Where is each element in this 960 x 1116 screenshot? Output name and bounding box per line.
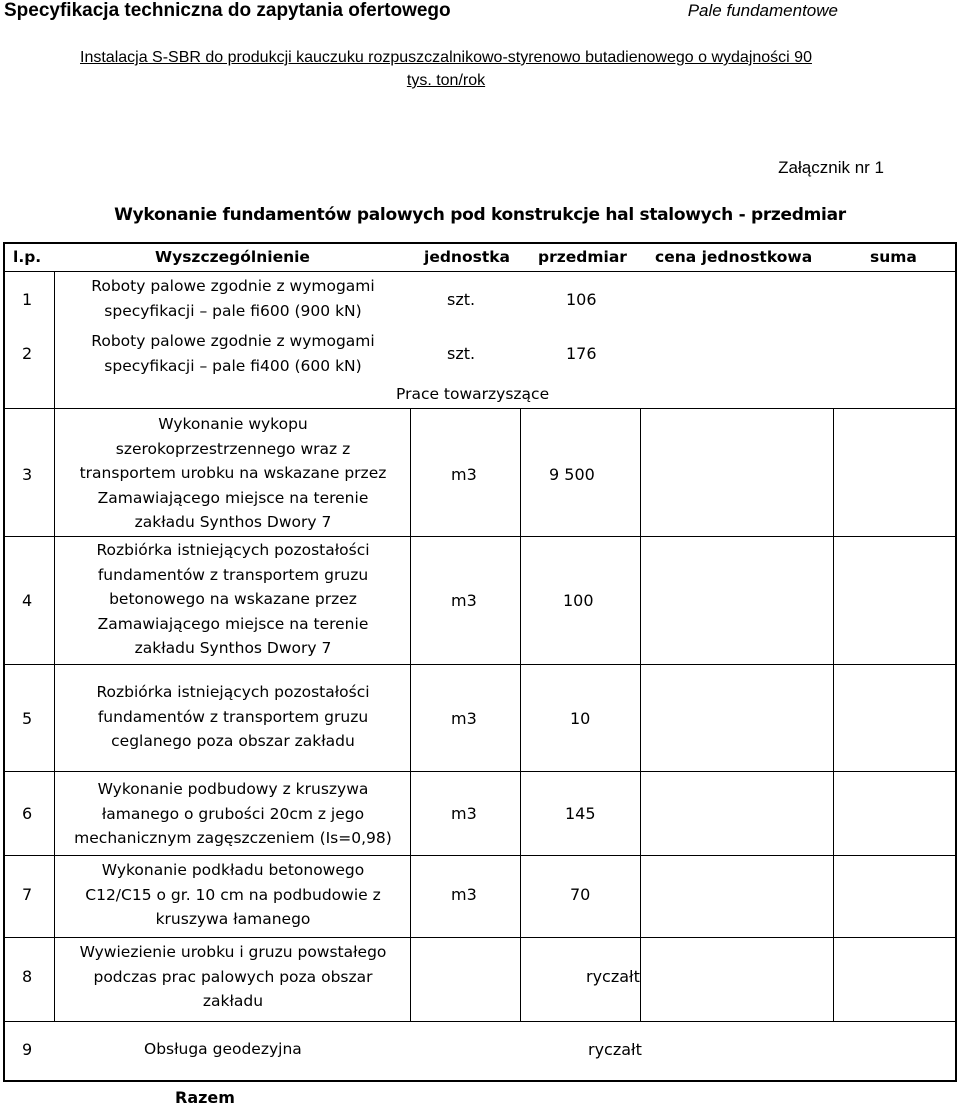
document-subtitle: Pale fundamentowe [687, 1, 838, 20]
row-quantity: 145 [565, 804, 596, 823]
col-rule-qty [640, 408, 641, 1021]
row-rule-4 [3, 536, 957, 537]
installation-description [6, 46, 886, 92]
description-line: transportem urobku na wskazane przez [79, 464, 387, 482]
row-number: 5 [22, 709, 33, 728]
row-description [56, 858, 410, 932]
row-quantity: 106 [566, 290, 597, 309]
installation-line-2: tys. ton/rok [406, 72, 486, 89]
row-number: 2 [22, 344, 33, 363]
col-header-description: Wyszczególnienie [155, 248, 310, 266]
row-description: Obsługa geodezyjna [144, 1040, 302, 1058]
description-line: Wywiezienie urobku i gruzu powstałego [79, 943, 387, 961]
row-quantity: 100 [563, 591, 594, 610]
description-line: fundamentów z transportem gruzu [97, 565, 369, 584]
row-rule-5 [3, 664, 957, 665]
row-description [56, 680, 410, 754]
row-unit: szt. [447, 290, 476, 309]
description-line: zakładu Synthos Dwory 7 [134, 639, 332, 657]
row-number: 7 [22, 885, 33, 904]
annex-label: Załącznik nr 1 [778, 158, 884, 177]
row-description [56, 274, 410, 323]
description-line: C12/C15 o gr. 10 cm na podbudowie z [85, 885, 381, 904]
description-line: Rozbiórka istniejących pozostałości [96, 683, 370, 701]
row-quantity: 9 500 [549, 465, 595, 484]
row-description [56, 538, 410, 661]
row-unit: m3 [451, 804, 477, 823]
description-line: Roboty palowe zgodnie z wymogami [91, 277, 375, 295]
description-line: łamanego o grubości 20cm z jego [101, 804, 365, 823]
description-line: specyfikacji – pale fi400 (600 kN) [104, 356, 362, 375]
description-line: zakładu Synthos Dwory 7 [134, 513, 332, 531]
row-number: 6 [22, 804, 33, 823]
row-unit: m3 [451, 709, 477, 728]
row-description [56, 329, 410, 378]
description-line: Zamawiającego miejsce na terenie [97, 614, 369, 633]
col-rule-lp [54, 271, 55, 1021]
row-unit: szt. [447, 344, 476, 363]
row-quantity: 176 [566, 344, 597, 363]
row-description [56, 940, 410, 1014]
row-unit: m3 [451, 885, 477, 904]
row-number: 1 [22, 290, 33, 309]
description-line: specyfikacji – pale fi600 (900 kN) [104, 301, 362, 320]
row-unit: m3 [451, 591, 477, 610]
table-header-rule [3, 271, 957, 272]
row-rule-9 [3, 1021, 957, 1022]
total-label: Razem [175, 1088, 235, 1107]
row-number: 9 [22, 1040, 33, 1059]
description-line: Roboty palowe zgodnie z wymogami [91, 332, 375, 350]
row-quantity: 70 [570, 885, 591, 904]
description-line: Zamawiającego miejsce na terenie [97, 488, 369, 507]
description-line: Wykonanie wykopu [158, 415, 308, 433]
row-quantity: ryczałt [586, 967, 640, 986]
col-header-lp: l.p. [13, 248, 42, 266]
row-rule-6 [3, 771, 957, 772]
section-label: Prace towarzyszące [396, 385, 550, 403]
col-rule-desc [410, 408, 411, 1021]
description-line: betonowego na wskazane przez [109, 590, 357, 608]
row-rule-8 [3, 937, 957, 938]
row-description [56, 412, 410, 535]
row-quantity: 10 [570, 709, 591, 728]
row-unit: m3 [451, 465, 477, 484]
description-line: Rozbiórka istniejących pozostałości [96, 541, 370, 559]
col-rule-price [833, 408, 834, 1021]
description-line: podczas prac palowych poza obszar [93, 967, 373, 986]
description-line: kruszywa łamanego [155, 910, 311, 928]
description-line: Wykonanie podbudowy z kruszywa [97, 780, 369, 798]
installation-line-1: Instalacja S-SBR do produkcji kauczuku rozpuszczalnikowo-styrenowo butadienowego o wydajności 90 [80, 49, 812, 66]
description-line: szerokoprzestrzennego wraz z [115, 439, 351, 458]
description-line: Wykonanie podkładu betonowego [101, 861, 365, 879]
col-header-unit-price: cena jednostkowa [655, 248, 813, 266]
row-number: 4 [22, 591, 33, 610]
col-header-quantity: przedmiar [538, 248, 627, 266]
description-line: ceglanego poza obszar zakładu [111, 732, 355, 750]
col-rule-unit [520, 408, 521, 1021]
col-header-unit: jednostka [424, 248, 511, 266]
col-header-sum: suma [870, 248, 917, 266]
description-line: zakładu [202, 992, 264, 1010]
row-number: 3 [22, 465, 33, 484]
row-number: 8 [22, 967, 33, 986]
row-quantity: ryczałt [588, 1040, 642, 1059]
description-line: fundamentów z transportem gruzu [97, 707, 369, 726]
section-heading: Wykonanie fundamentów palowych pod konstrukcje hal stalowych - przedmiar [114, 205, 846, 225]
row-rule-7 [3, 855, 957, 856]
description-line: mechanicznym zagęszczeniem (Is=0,98) [74, 829, 392, 847]
row-description [56, 777, 410, 851]
row-rule-3 [3, 408, 957, 409]
document-title: Specyfikacja techniczna do zapytania ofertowego [4, 0, 451, 21]
